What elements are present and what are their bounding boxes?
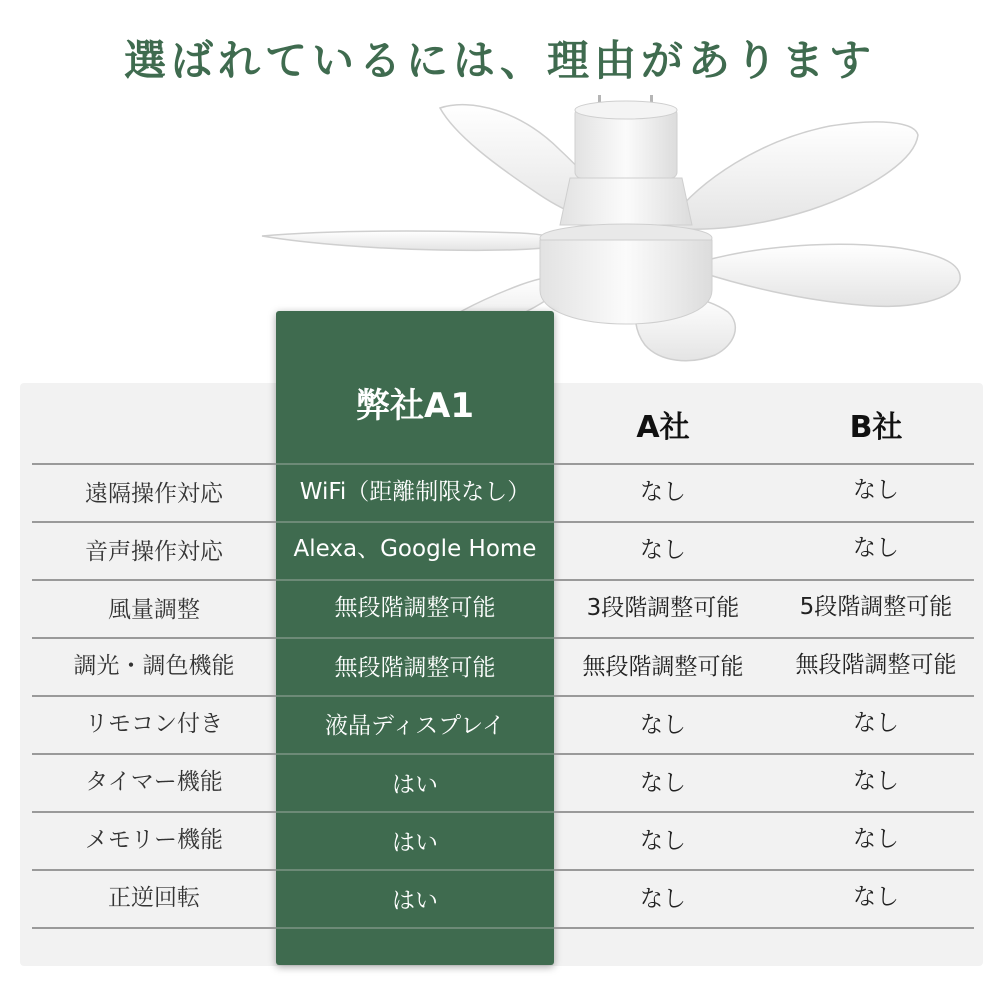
a-value-reverse: なし <box>640 886 686 912</box>
a-value-dimming: 無段階調整可能 <box>582 654 744 680</box>
a-value-remote-control: なし <box>640 479 686 505</box>
row-label-voice-control: 音声操作対応 <box>85 539 223 565</box>
b-value-dimming: 無段階調整可能 <box>795 652 957 678</box>
competitor-a-header: A社 <box>636 410 690 445</box>
a-value-remote: なし <box>640 712 686 738</box>
a-value-voice-control: なし <box>640 537 686 563</box>
ours-value-remote-control: WiFi（距離制限なし） <box>299 479 531 505</box>
row-label-remote: リモコン付き <box>85 711 223 737</box>
b-value-remote: なし <box>853 710 899 736</box>
row-label-timer: タイマー機能 <box>85 769 223 795</box>
headline: 選ばれているには、理由があります <box>123 36 876 85</box>
a-value-memory: なし <box>640 828 686 854</box>
ours-value-memory: はい <box>392 830 438 856</box>
row-label-memory: メモリー機能 <box>85 827 223 853</box>
a-value-timer: なし <box>640 770 686 796</box>
ours-value-timer: はい <box>392 772 438 798</box>
b-value-remote-control: なし <box>853 477 899 503</box>
ours-value-dimming: 無段階調整可能 <box>334 655 496 681</box>
ours-value-reverse: はい <box>392 888 438 914</box>
row-label-airflow: 風量調整 <box>108 597 200 623</box>
ours-value-voice-control: Alexa、Google Home <box>293 536 537 562</box>
a-value-airflow: 3段階調整可能 <box>586 595 740 621</box>
b-value-reverse: なし <box>853 884 899 910</box>
row-label-reverse: 正逆回転 <box>108 885 200 911</box>
ours-value-airflow: 無段階調整可能 <box>334 595 496 621</box>
b-value-memory: なし <box>853 826 899 852</box>
row-label-dimming: 調光・調色機能 <box>73 653 235 679</box>
b-value-timer: なし <box>853 768 899 794</box>
our-product-header: 弊社A1 <box>356 386 474 426</box>
b-value-voice-control: なし <box>853 535 899 561</box>
row-label-remote-control: 遠隔操作対応 <box>85 481 223 507</box>
b-value-airflow: 5段階調整可能 <box>799 594 953 620</box>
competitor-b-header: B社 <box>849 410 903 445</box>
ours-value-remote: 液晶ディスプレイ <box>324 713 506 739</box>
